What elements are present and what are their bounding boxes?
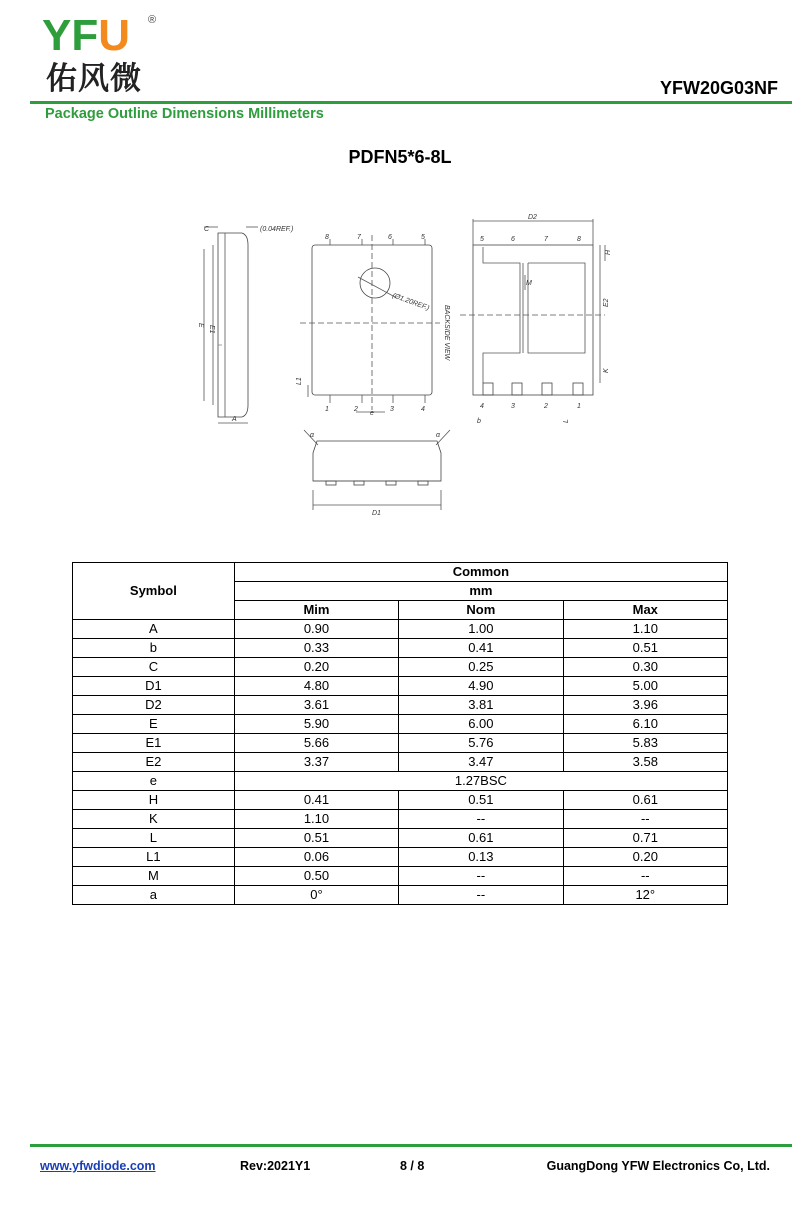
symbol-cell: E1 [73, 734, 235, 753]
value-nom-cell: 4.90 [399, 677, 563, 696]
logo-letter-f: F [71, 11, 99, 60]
bottom-pin-3: 3 [390, 406, 394, 413]
value-max-cell: 0.20 [563, 848, 727, 867]
symbol-cell: E2 [73, 753, 235, 772]
bottom-side-view [304, 430, 450, 517]
label-e2: E2 [603, 298, 610, 307]
value-min-cell: 1.10 [234, 810, 398, 829]
back-bottom-pin-3: 3 [511, 403, 515, 410]
table-row [73, 791, 728, 810]
table-row [73, 886, 728, 905]
value-nom-cell: -- [399, 867, 563, 886]
part-number: YFW20G03NF [659, 78, 778, 98]
value-nom-cell: 0.25 [399, 658, 563, 677]
top-pin-7: 7 [357, 234, 361, 241]
value-nom-cell: 1.00 [399, 620, 563, 639]
value-min-cell: 3.37 [234, 753, 398, 772]
top-pin-6: 6 [388, 234, 392, 241]
table-row [73, 639, 728, 658]
back-bottom-pin-4: 4 [480, 403, 484, 410]
value-nom-cell: 0.13 [399, 848, 563, 867]
symbol-cell: e [73, 772, 235, 791]
back-top-pin-6: 6 [511, 236, 515, 243]
value-min-cell: 5.90 [234, 715, 398, 734]
value-span-cell: 1.27BSC [234, 772, 727, 791]
symbol-cell: L1 [73, 848, 235, 867]
footer-divider [30, 1144, 792, 1147]
value-nom-cell: 3.81 [399, 696, 563, 715]
value-min-cell: 3.61 [234, 696, 398, 715]
value-max-cell: -- [563, 810, 727, 829]
value-min-cell: 0.41 [234, 791, 398, 810]
value-max-cell: 5.00 [563, 677, 727, 696]
top-pin-5: 5 [421, 234, 425, 241]
side-view [197, 226, 293, 423]
unit-header: mm [234, 582, 727, 601]
label-d1: D1 [372, 510, 381, 517]
table-row [73, 677, 728, 696]
bottom-pin-2: 2 [354, 406, 358, 413]
package-title: PDFN5*6-8L [348, 147, 452, 167]
table-row [73, 810, 728, 829]
value-min-cell: 0.50 [234, 867, 398, 886]
label-e-pitch: e [370, 410, 374, 417]
table-row [73, 658, 728, 677]
header-divider [30, 101, 792, 104]
symbol-cell: D1 [73, 677, 235, 696]
value-max-cell: 0.51 [563, 639, 727, 658]
section-title: Package Outline Dimensions Millimeters [45, 106, 324, 122]
symbol-cell: D2 [73, 696, 235, 715]
symbol-cell: E [73, 715, 235, 734]
table-row [73, 734, 728, 753]
value-min-cell: 0.90 [234, 620, 398, 639]
table-row [73, 772, 728, 791]
value-nom-cell: 0.51 [399, 791, 563, 810]
column-nom-header: Nom [399, 601, 563, 620]
website-link[interactable]: www.yfwdiode.com [40, 1159, 156, 1173]
label-c-ref: (0.04REF.) [260, 226, 294, 233]
label-d2: D2 [528, 214, 537, 221]
label-e1: E1 [208, 325, 215, 334]
value-nom-cell: 6.00 [399, 715, 563, 734]
value-max-cell: 12° [563, 886, 727, 905]
label-h: H [605, 249, 612, 255]
table-row [73, 715, 728, 734]
back-view [460, 214, 612, 425]
label-l: L [563, 419, 570, 423]
back-top-pin-5: 5 [480, 236, 484, 243]
logo-chinese: 佑风微 [46, 61, 142, 97]
label-e: E [197, 323, 204, 328]
symbol-header: Symbol [73, 563, 235, 620]
label-k: K [603, 368, 610, 373]
table-row [73, 753, 728, 772]
company-name: GuangDong YFW Electronics Co, Ltd. [546, 1159, 770, 1173]
back-top-pin-8: 8 [577, 236, 581, 243]
symbol-cell: L [73, 829, 235, 848]
table-header-row [73, 563, 728, 582]
value-min-cell: 0.51 [234, 829, 398, 848]
table-row [73, 620, 728, 639]
value-max-cell: 3.96 [563, 696, 727, 715]
back-bottom-pin-2: 2 [544, 403, 548, 410]
table-row [73, 867, 728, 886]
column-max-header: Max [563, 601, 727, 620]
value-max-cell: 5.83 [563, 734, 727, 753]
table-row [73, 848, 728, 867]
symbol-cell: b [73, 639, 235, 658]
back-bottom-pin-1: 1 [577, 403, 581, 410]
label-m: M [526, 280, 532, 287]
table-row [73, 696, 728, 715]
value-nom-cell: 3.47 [399, 753, 563, 772]
label-l1: L1 [296, 377, 303, 385]
value-max-cell: 0.30 [563, 658, 727, 677]
value-nom-cell: -- [399, 810, 563, 829]
value-max-cell: 0.61 [563, 791, 727, 810]
value-min-cell: 0° [234, 886, 398, 905]
value-max-cell: 6.10 [563, 715, 727, 734]
logo-letter-y: Y [42, 11, 72, 60]
revision: Rev:2021Y1 [240, 1159, 311, 1173]
symbol-cell: a [73, 886, 235, 905]
label-a: A [232, 416, 237, 423]
label-alpha-right: α [436, 432, 440, 439]
value-min-cell: 4.80 [234, 677, 398, 696]
column-min-header: Mim [234, 601, 398, 620]
bottom-pin-4: 4 [421, 406, 425, 413]
value-min-cell: 0.20 [234, 658, 398, 677]
package-outline-drawing [180, 205, 625, 520]
registered-mark: ® [148, 14, 157, 26]
value-min-cell: 0.06 [234, 848, 398, 867]
value-nom-cell: -- [399, 886, 563, 905]
value-nom-cell: 0.41 [399, 639, 563, 658]
label-alpha-left: α [310, 432, 314, 439]
bottom-pin-1: 1 [325, 406, 329, 413]
top-view [296, 234, 450, 417]
symbol-cell: K [73, 810, 235, 829]
symbol-cell: H [73, 791, 235, 810]
top-pin-8: 8 [325, 234, 329, 241]
table-row [73, 829, 728, 848]
label-b: b [477, 418, 481, 425]
value-min-cell: 5.66 [234, 734, 398, 753]
symbol-cell: A [73, 620, 235, 639]
back-top-pin-7: 7 [544, 236, 548, 243]
symbol-cell: M [73, 867, 235, 886]
value-nom-cell: 0.61 [399, 829, 563, 848]
logo-letter-u: U [98, 11, 131, 60]
value-max-cell: 0.71 [563, 829, 727, 848]
value-max-cell: 3.58 [563, 753, 727, 772]
dimensions-table [72, 562, 728, 905]
value-max-cell: 1.10 [563, 620, 727, 639]
label-c: C [204, 226, 210, 233]
label-backside-view: BACKSIDE VIEW [443, 305, 450, 361]
label-circle-ref: (Ø1.20REF.) [391, 292, 431, 313]
page-number: 8 / 8 [400, 1159, 425, 1173]
value-nom-cell: 5.76 [399, 734, 563, 753]
company-logo [42, 11, 162, 100]
logo-latin [42, 11, 131, 60]
value-max-cell: -- [563, 867, 727, 886]
symbol-cell: C [73, 658, 235, 677]
value-min-cell: 0.33 [234, 639, 398, 658]
common-header: Common [234, 563, 727, 582]
